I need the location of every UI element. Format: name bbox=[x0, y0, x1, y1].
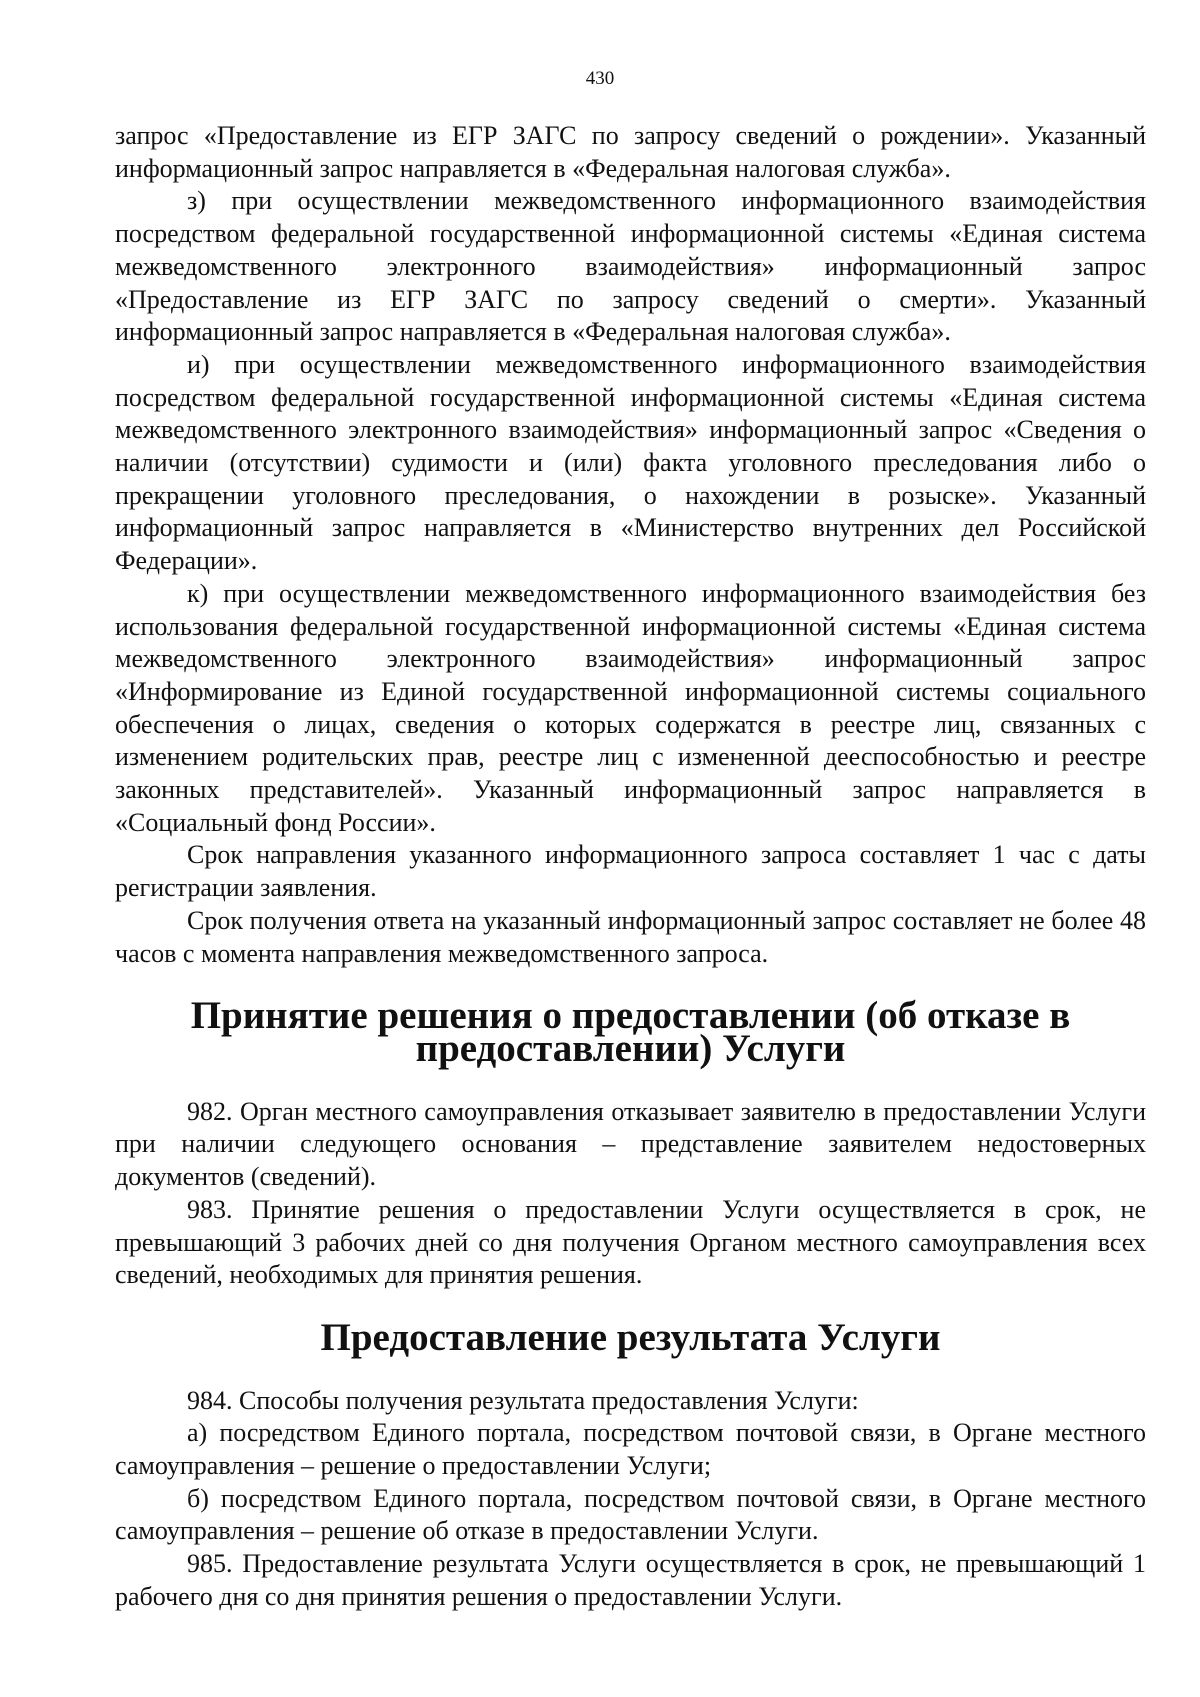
paragraph-985: 985. Предоставление результата Услуги осуществляется в срок, не превышающий 1 рабочего дня со дня принятия решения о предоставлении Услуги. bbox=[115, 1549, 1146, 1611]
paragraph-984-a: а) посредством Единого портала, посредством почтовой связи, в Органе местного самоуправления – решение о предоставлении Услуги; bbox=[115, 1418, 1146, 1481]
paragraph-982: 982. Орган местного самоуправления отказывает заявителю в предоставлении Услуги при наличии следующего основания – представление заявителем недостоверных документов (сведений). bbox=[115, 1096, 1146, 1192]
section-heading-result: Предоставление результата Услуги bbox=[320, 1315, 941, 1359]
paragraph-item-k: к) при осуществлении межведомственного информационного взаимодействия без использования федеральной государственной информационной системы «Единая система межведомственного электронного взаимодействия» информационный запрос «Информирование из Единой государственной информационной системы социального обеспечения о лицах, сведения о которых содержатся в реестре лиц, связанных с изменением родительских прав, реестре лиц с измененной дееспособностью и реестре законных представителей». Указанный информационный запрос направляется в «Социальный фонд России». bbox=[115, 578, 1146, 837]
section-heading-decision: Принятие решения о предоставлении (об отказе в предоставлении) Услуги bbox=[190, 994, 1071, 1070]
paragraph-group-top bbox=[115, 120, 1146, 970]
paragraph-continuation: запрос «Предоставление из ЕГР ЗАГС по запросу сведений о рождении». Указанный информационный запрос направляется в «Федеральная налоговая служба». bbox=[115, 121, 1146, 183]
page-number: 430 bbox=[585, 68, 615, 89]
document-body bbox=[115, 120, 1146, 1614]
paragraph-item-z: з) при осуществлении межведомственного информационного взаимодействия посредством федеральной государственной информационной системы «Единая система межведомственного электронного взаимодействия» информационный запрос «Предоставление из ЕГР ЗАГС по запросу сведений о смерти». Указанный информационный запрос направляется в «Федеральная налоговая служба». bbox=[115, 186, 1146, 347]
paragraph-983: 983. Принятие решения о предоставлении Услуги осуществляется в срок, не превышающий 3 рабочих дней со дня получения Органом местного самоуправления всех сведений, необходимых для принятия решения. bbox=[115, 1194, 1146, 1290]
paragraph-984-b: б) посредством Единого портала, посредством почтовой связи, в Органе местного самоуправления – решение об отказе в предоставлении Услуги. bbox=[115, 1483, 1146, 1546]
paragraph-item-i: и) при осуществлении межведомственного информационного взаимодействия посредством федеральной государственной информационной системы «Единая система межведомственного электронного взаимодействия» информационный запрос «Сведения о наличии (отсутствии) судимости и (или) факта уголовного преследования либо о прекращении уголовного преследования, о нахождении в розыске». Указанный информационный запрос направляется в «Министерство внутренних дел Российской Федерации». bbox=[115, 349, 1146, 576]
paragraph-response-deadline: Срок получения ответа на указанный информационный запрос составляет не более 48 часов с момента направления межведомственного запроса. bbox=[115, 905, 1146, 968]
paragraph-984: 984. Способы получения результата предоставления Услуги: bbox=[187, 1385, 859, 1415]
paragraph-group-mid bbox=[115, 1096, 1146, 1292]
paragraph-group-bottom bbox=[115, 1385, 1146, 1614]
paragraph-request-deadline: Срок направления указанного информационного запроса составляет 1 час с даты регистрации заявления. bbox=[115, 840, 1146, 903]
